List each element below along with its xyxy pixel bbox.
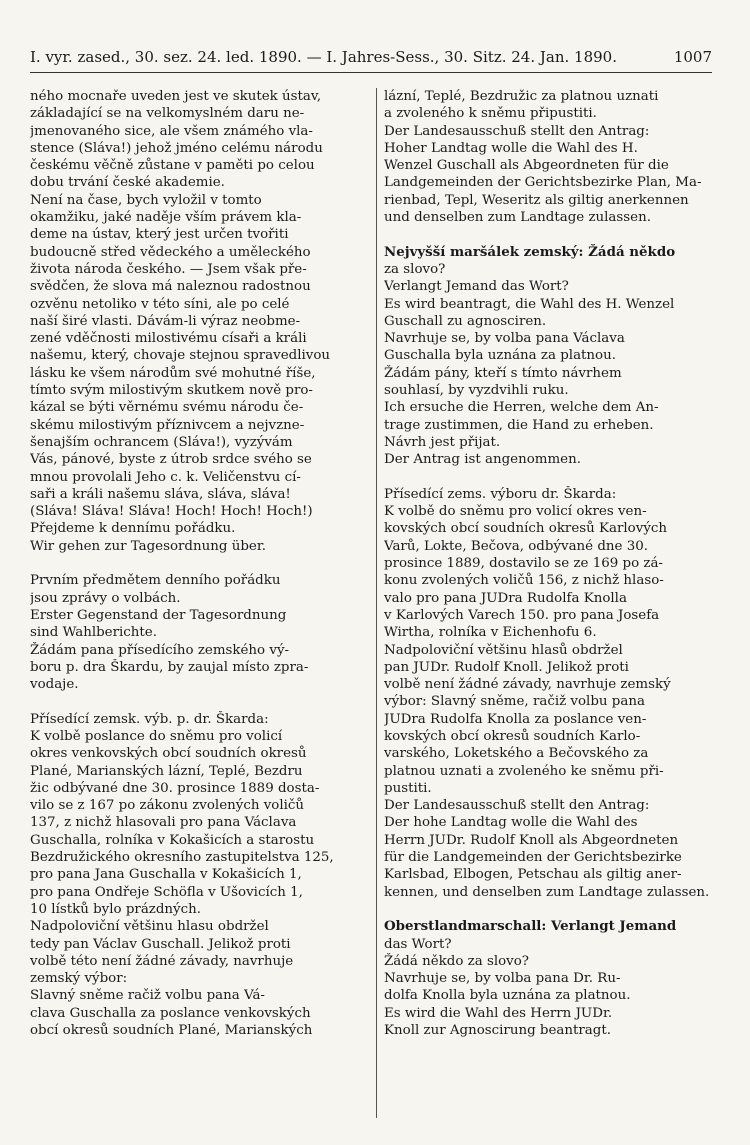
text-line: sind Wahlberichte. — [30, 625, 157, 641]
text-line: Guschalla, rolníka v Kokašicích a starostu — [30, 832, 315, 848]
text-line: okamžiku, jaké naděje vším právem kla- — [30, 210, 302, 226]
text-line: platnou uznati a zvoleného ke sněmu při- — [384, 763, 664, 779]
text-line: zemský výbor: — [30, 971, 128, 987]
text-line: volbě této není žádné závady, navrhuje — [30, 953, 294, 969]
text-line: Wir gehen zur Tagesordnung über. — [30, 538, 267, 554]
text-line: (Sláva! Sláva! Sláva! Hoch! Hoch! Hoch!) — [30, 504, 313, 520]
text-line: Přejdeme k dennímu pořádku. — [30, 521, 236, 537]
text-line: Navrhuje se, by volba pana Václava — [384, 331, 625, 347]
paragraph-gap — [30, 693, 370, 710]
text-line: obcí okresů soudních Plané, Marianských — [30, 1023, 313, 1039]
paragraph-gap — [384, 469, 716, 486]
text-line: Wenzel Guschall als Abgeordneten für die — [384, 158, 669, 174]
text-line: Přísedící zemsk. výb. p. dr. Škarda: — [30, 711, 269, 727]
text-line: Guschall zu agnosciren. — [384, 313, 547, 329]
text-line: Herrn JUDr. Rudolf Knoll als Abgeordneten — [384, 832, 679, 848]
text-line: skému milostivým příznivcem a nejvzne- — [30, 417, 305, 433]
text-line: deme na ústav, který jest určen tvořiti — [30, 227, 289, 243]
text-line: Knoll zur Agnoscirung beantragt. — [384, 1023, 611, 1039]
text-line: kázal se býti věrnému svému národu če- — [30, 400, 304, 416]
right-column — [384, 88, 716, 1039]
text-line: volbě není žádné závady, navrhuje zemský — [384, 677, 671, 693]
text-line: K volbě poslance do sněmu pro volicí — [30, 728, 283, 744]
text-line: pro pana Jana Guschalla v Kokašicích 1, — [30, 867, 302, 883]
text-line: kovských obcí soudních okresů Karlových — [384, 521, 668, 537]
text-line: Nejvyšší maršálek zemský: Žádá někdo — [384, 243, 676, 260]
text-line: Es wird beantragt, die Wahl des H. Wenzel — [384, 296, 675, 312]
text-line: stence (Sláva!) jehož jméno celému národu — [30, 140, 323, 156]
text-line: für die Landgemeinden der Gerichtsbezirke — [384, 850, 682, 866]
text-line: und denselben zum Landtage zulassen. — [384, 210, 651, 226]
text-line: Bezdružického okresního zastupitelstva 125, — [30, 850, 334, 866]
text-line: a zvoleného k sněmu připustiti. — [384, 106, 597, 122]
text-line: Nadpoloviční většinu hlasu obdržel — [30, 919, 269, 935]
text-line: lásku ke všem národům své mohutné říše, — [30, 365, 316, 381]
text-line: svědčen, že slova má naleznou radostnou — [30, 279, 311, 295]
text-line: konu zvolených voličů 156, z nichž hlaso- — [384, 573, 664, 589]
text-line: Hoher Landtag wolle die Wahl des H. — [384, 140, 638, 156]
text-line: žic odbývané dne 30. prosince 1889 dosta- — [30, 780, 320, 796]
text-line: ozvěnu netoliko v této síni, ale po celé — [30, 296, 290, 312]
text-line: Není na čase, bych vyložil v tomto — [30, 192, 262, 208]
text-line: za slovo? — [384, 261, 446, 277]
text-line: života národa českého. — Jsem však pře- — [30, 261, 307, 277]
text-line: vodaje. — [30, 677, 79, 693]
text-line: Nadpoloviční většinu hlasů obdržel — [384, 642, 623, 658]
text-line: K volbě do sněmu pro volicí okres ven- — [384, 504, 647, 520]
text-line: naší širé vlasti. Dávám-li výraz neobme- — [30, 313, 301, 329]
header-title: I. vyr. zased., 30. sez. 24. led. 1890. — I. Jahres-Sess., 30. Sitz. 24. Jan. 1890. — [30, 48, 617, 66]
text-line: budoucně střed vědeckého a uměleckého — [30, 244, 311, 260]
text-line: 137, z nichž hlasovali pro pana Václava — [30, 815, 297, 831]
text-line: Der Antrag ist angenommen. — [384, 452, 581, 468]
column-divider — [376, 88, 377, 1118]
page-number: 1007 — [673, 48, 712, 66]
text-line: saři a králi našemu sláva, sláva, sláva! — [30, 486, 291, 502]
text-line: kennen, und denselben zum Landtage zulassen. — [384, 884, 710, 900]
text-line: mnou provolali Jeho c. k. Veličenstvu cí- — [30, 469, 301, 485]
text-line: v Karlových Varech 150. pro pana Josefa — [384, 607, 660, 623]
text-line: Der Landesausschuß stellt den Antrag: — [384, 798, 650, 814]
text-line: boru p. dra Škardu, by zaujal místo zpra- — [30, 659, 309, 675]
paragraph-gap — [384, 901, 716, 918]
left-column — [30, 88, 370, 1039]
text-line: JUDra Rudolfa Knolla za poslance ven- — [384, 711, 647, 727]
text-line: Žádám pány, kteří s tímto návrhem — [384, 365, 622, 381]
text-line: tedy pan Václav Guschall. Jelikož proti — [30, 936, 291, 952]
text-line: Verlangt Jemand das Wort? — [384, 279, 569, 295]
text-line: trage zustimmen, die Hand zu erheben. — [384, 417, 654, 433]
text-line: pro pana Ondřeje Schöfla v Ušovicích 1, — [30, 884, 303, 900]
text-line: Ich ersuche die Herren, welche dem An- — [384, 400, 659, 416]
text-line: Der Landesausschuß stellt den Antrag: — [384, 123, 650, 139]
text-line: zené vděčnosti milostivému císaři a králi — [30, 331, 307, 347]
text-line: Wirtha, rolníka v Eichenhofu 6. — [384, 625, 597, 641]
paragraph-gap — [30, 555, 370, 572]
text-line: valo pro pana JUDra Rudolfa Knolla — [384, 590, 627, 606]
text-line: Erster Gegenstand der Tagesordnung — [30, 607, 287, 623]
text-line: Varů, Lokte, Bečova, odbývané dne 30. — [384, 538, 649, 554]
text-line: Karlsbad, Elbogen, Petschau als giltig aner- — [384, 867, 682, 883]
text-line: Landgemeinden der Gerichtsbezirke Plan, Ma- — [384, 175, 702, 191]
text-line: prosince 1889, dostavilo se ze 169 po zá- — [384, 556, 663, 572]
text-line: rienbad, Tepl, Weseritz als giltig anerkennen — [384, 192, 689, 208]
text-line: 10 lístků bylo prázdných. — [30, 901, 201, 917]
text-line: Oberstlandmarschall: Verlangt Jemand — [384, 918, 677, 935]
text-line: varského, Loketského a Bečovského za — [384, 746, 649, 762]
text-line: Přísedící zems. výboru dr. Škarda: — [384, 486, 617, 502]
text-line: lázní, Teplé, Bezdružic za platnou uznati — [384, 89, 659, 104]
text-line: souhlasí, by vyzdvihli ruku. — [384, 383, 569, 399]
text-line: Návrh jest přijat. — [384, 434, 501, 450]
text-line: Žádá někdo za slovo? — [384, 953, 529, 969]
text-line: tímto svým milostivým skutkem nově pro- — [30, 383, 313, 399]
text-line: das Wort? — [384, 936, 452, 952]
text-line: kovských obcí okresů soudních Karlo- — [384, 728, 641, 744]
text-line: Es wird die Wahl des Herrn JUDr. — [384, 1005, 613, 1021]
text-line: Guschalla byla uznána za platnou. — [384, 348, 616, 364]
text-line: vilo se z 167 po zákonu zvolených voličů — [30, 798, 305, 814]
text-line: dobu trvání české akademie. — [30, 175, 225, 191]
text-line: pan JUDr. Rudolf Knoll. Jelikož proti — [384, 659, 629, 675]
text-line: Plané, Marianských lázní, Teplé, Bezdru — [30, 763, 303, 779]
text-line: jsou zprávy o volbách. — [30, 590, 181, 606]
text-line: jmenovaného sice, ale všem známého vla- — [30, 123, 313, 139]
page-header — [30, 48, 712, 73]
text-line: šenajším ochrancem (Sláva!), vyzývám — [30, 434, 293, 450]
text-line: clava Guschalla za poslance venkovských — [30, 1005, 311, 1021]
text-line: pustiti. — [384, 780, 432, 796]
text-line: ného mocnaře uveden jest ve skutek ústav, — [30, 89, 322, 104]
text-line: okres venkovských obcí soudních okresů — [30, 746, 307, 762]
text-line: českému věčně zůstane v paměti po celou — [30, 158, 315, 174]
text-line: Navrhuje se, by volba pana Dr. Ru- — [384, 971, 621, 987]
text-line: výbor: Slavný sněme, račiž volbu pana — [384, 694, 645, 710]
text-line: Vás, pánové, byste z útrob srdce svého se — [30, 452, 312, 468]
paragraph-gap — [384, 226, 716, 243]
text-line: našemu, který, chovaje stejnou spravedlivou — [30, 348, 331, 364]
text-line: dolfa Knolla byla uznána za platnou. — [384, 988, 631, 1004]
text-line: Žádám pana přísedícího zemského vý- — [30, 642, 290, 658]
text-line: Slavný sněme račiž volbu pana Vá- — [30, 988, 265, 1004]
text-line: základající se na velkomyslném daru ne- — [30, 106, 305, 122]
text-line: Prvním předmětem denního pořádku — [30, 573, 281, 589]
text-line: Der hohe Landtag wolle die Wahl des — [384, 815, 638, 831]
